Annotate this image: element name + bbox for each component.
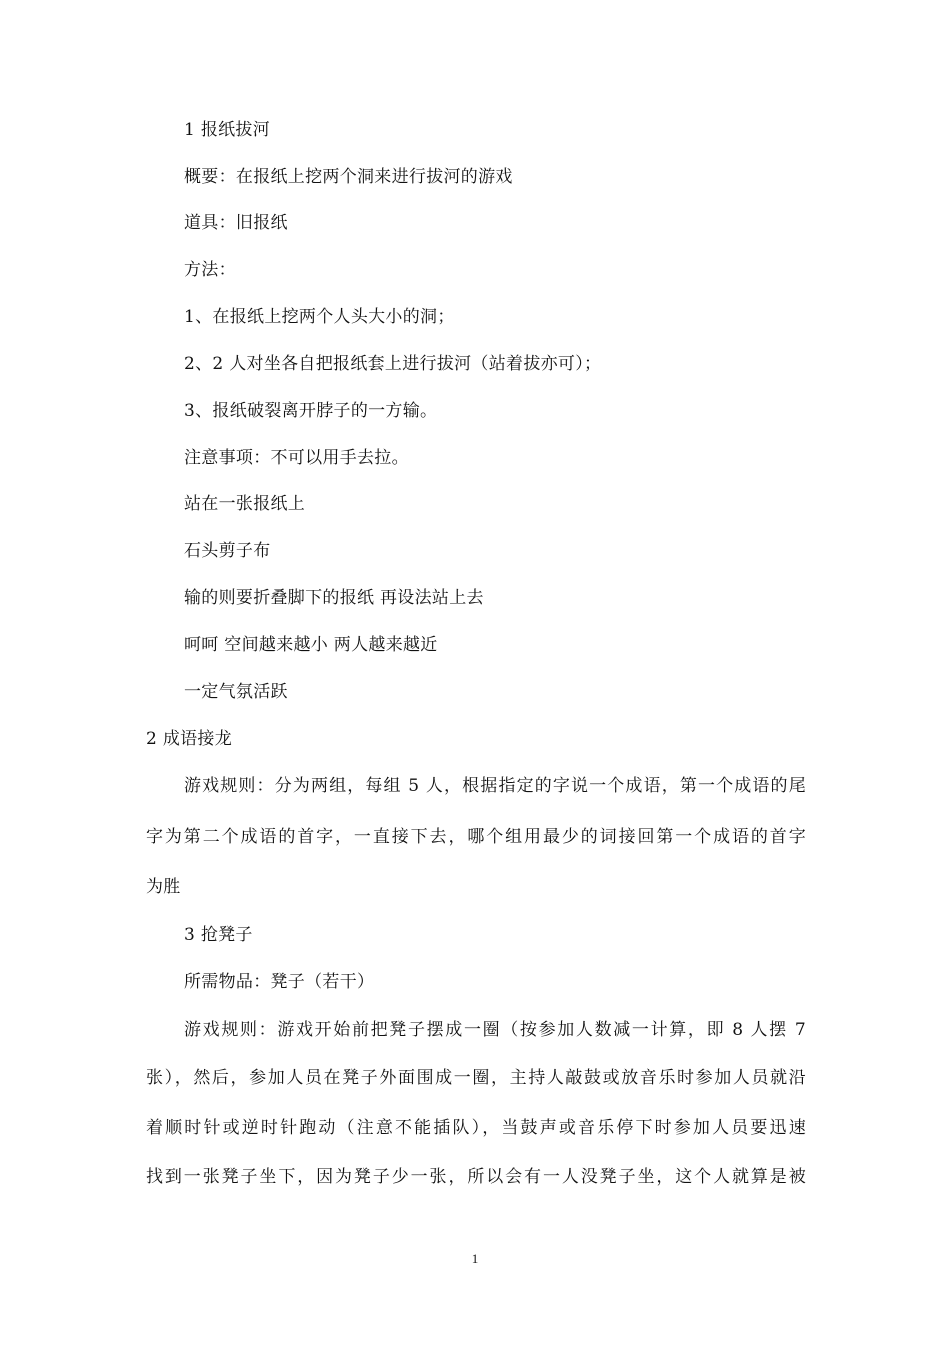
paragraph-line: 游戏规则：分为两组，每组 5 人，根据指定的字说一个成语，第一个成语的尾	[184, 776, 806, 796]
paragraph-line: 输的则要折叠脚下的报纸 再设法站上去	[184, 588, 484, 608]
paragraph-line: 着顺时针或逆时针跑动（注意不能插队），当鼓声或音乐停下时参加人员要迅速	[146, 1118, 806, 1138]
paragraph-line: 注意事项：不可以用手去拉。	[184, 448, 409, 468]
paragraph-line: 一定气氛活跃	[184, 682, 288, 702]
paragraph-line: 道具：旧报纸	[184, 213, 288, 233]
paragraph-line: 为胜	[146, 877, 181, 897]
paragraph-line: 概要：在报纸上挖两个洞来进行拔河的游戏	[184, 167, 513, 187]
list-item: 3、报纸破裂离开脖子的一方输。	[184, 401, 438, 421]
paragraph-line: 方法：	[184, 260, 236, 280]
paragraph-line: 站在一张报纸上	[184, 494, 306, 514]
paragraph-line: 石头剪子布	[184, 541, 271, 561]
section-heading-2: 2 成语接龙	[146, 729, 233, 749]
paragraph-line: 所需物品：凳子（若干）	[184, 972, 375, 992]
paragraph-line: 呵呵 空间越来越小 两人越来越近	[184, 635, 438, 655]
page-number: 1	[471, 1251, 479, 1266]
section-heading-3: 3 抢凳子	[184, 925, 253, 945]
list-item: 2、2 人对坐各自把报纸套上进行拔河（站着拔亦可）；	[184, 354, 602, 374]
paragraph-line: 找到一张凳子坐下，因为凳子少一张，所以会有一人没凳子坐，这个人就算是被	[146, 1167, 806, 1187]
paragraph-line: 字为第二个成语的首字，一直接下去，哪个组用最少的词接回第一个成语的首字	[146, 827, 806, 847]
paragraph-line: 张），然后，参加人员在凳子外面围成一圈，主持人敲鼓或放音乐时参加人员就沿	[146, 1068, 806, 1088]
paragraph-line: 游戏规则：游戏开始前把凳子摆成一圈（按参加人数减一计算，即 8 人摆 7	[184, 1020, 806, 1040]
list-item: 1、在报纸上挖两个人头大小的洞；	[184, 307, 455, 327]
section-heading-1: 1 报纸拔河	[184, 120, 271, 140]
